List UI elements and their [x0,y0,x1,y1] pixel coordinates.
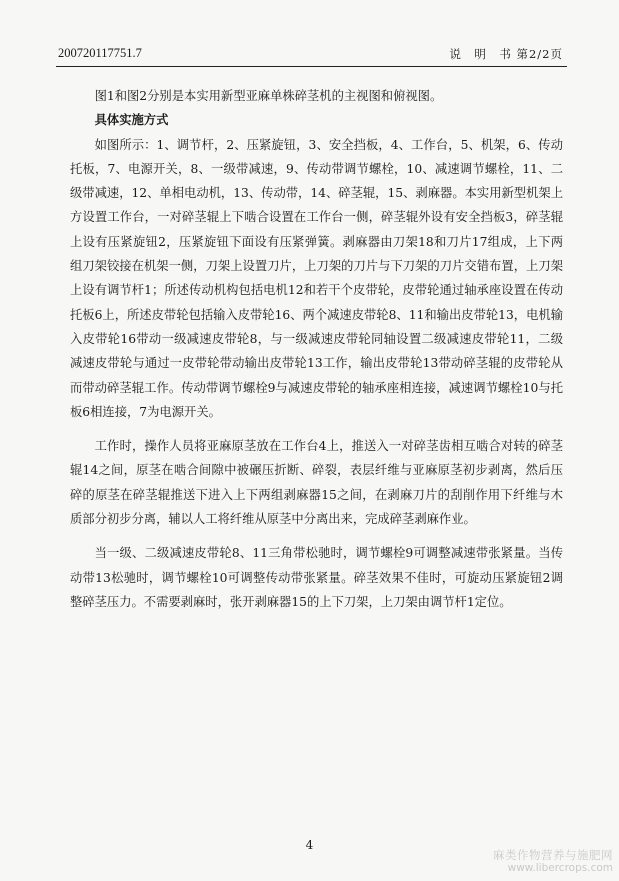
document-body [70,84,563,614]
watermark [493,849,613,875]
paragraph-structure: 如图所示：1、调节杆，2、压紧旋钮，3、安全挡板，4、工作台，5、机架，6、传动托板，7、电源开关，8、一级带减速，9、传动带调节螺栓，10、减速调节螺栓，11、二级带减速，12、单相电动机，13、传动带，14、碎茎辊，15、剥麻器。本实用新型机架上方设置工作台，一对碎茎辊上下啮合设置在工作台一侧，碎茎辊外设有安全挡板3，碎茎辊上设有压紧旋钮2，压紧旋钮下面设有压紧弹簧。剥麻器由刀架18和刀片17组成，上下两组刀架铰接在机架一侧，刀架上设置刀片，上刀架的刀片与下刀架的刀片交错布置，上刀架上设有调节杆1；所述传动机构包括电机12和若干个皮带轮，皮带轮通过轴承座设置在传动托板6上，所述皮带轮包括输入皮带轮16、两个减速皮带轮8、11和输出皮带轮13，电机输入皮带轮16带动一级减速皮带轮8，与一级减速皮带轮同轴设置二级减速皮带轮11，二级减速皮带轮与通过一皮带轮带动输出皮带轮13工作，输出皮带轮13带动碎茎辊的皮带轮从而带动碎茎辊工作。传动带调节螺栓9与减速皮带轮的轴承座相连接，减速调节螺栓10与托板6相连接，7为电源开关。 [70,137,563,419]
doc-number: 200720117751.7 [58,46,142,60]
watermark-url: www.libercrops.com [507,862,613,874]
section-label: 说 明 书 [449,47,512,61]
header-rule [56,66,567,67]
intro-paragraph: 图1和图2分别是本实用新型亚麻单株碎茎机的主视图和俯视图。 [94,89,443,103]
section-heading: 具体实施方式 [94,112,169,128]
paragraph-operation: 工作时，操作人员将亚麻原茎放在工作台4上，推送入一对碎茎齿相互啮合对转的碎茎辊14之间，原茎在啮合间隙中被碾压折断、碎裂，表层纤维与亚麻原茎初步剥离，然后压碎的原茎在碎茎辊推送下进入上下两组剥麻器15之间，在剥麻刀片的刮削作用下纤维与木质部分初步分离，辅以人工将纤维从原茎中分离出来，完成碎茎剥麻作业。 [70,439,563,527]
page-info: 第2/2页 [516,47,563,61]
paragraph-adjustment: 当一级、二级减速皮带轮8、11三角带松驰时，调节螺栓9可调整减速带张紧量。当传动带13松驰时，调节螺栓10可调整传动带张紧量。碎茎效果不佳时，可旋动压紧旋钮2调整碎茎压力。不需要剥麻时，张开剥麻器15的上下刀架，上刀架由调节杆1定位。 [70,546,563,609]
header-title [449,46,563,62]
watermark-name: 麻类作物营养与施肥网 [493,848,613,862]
page-number: 4 [305,838,314,852]
